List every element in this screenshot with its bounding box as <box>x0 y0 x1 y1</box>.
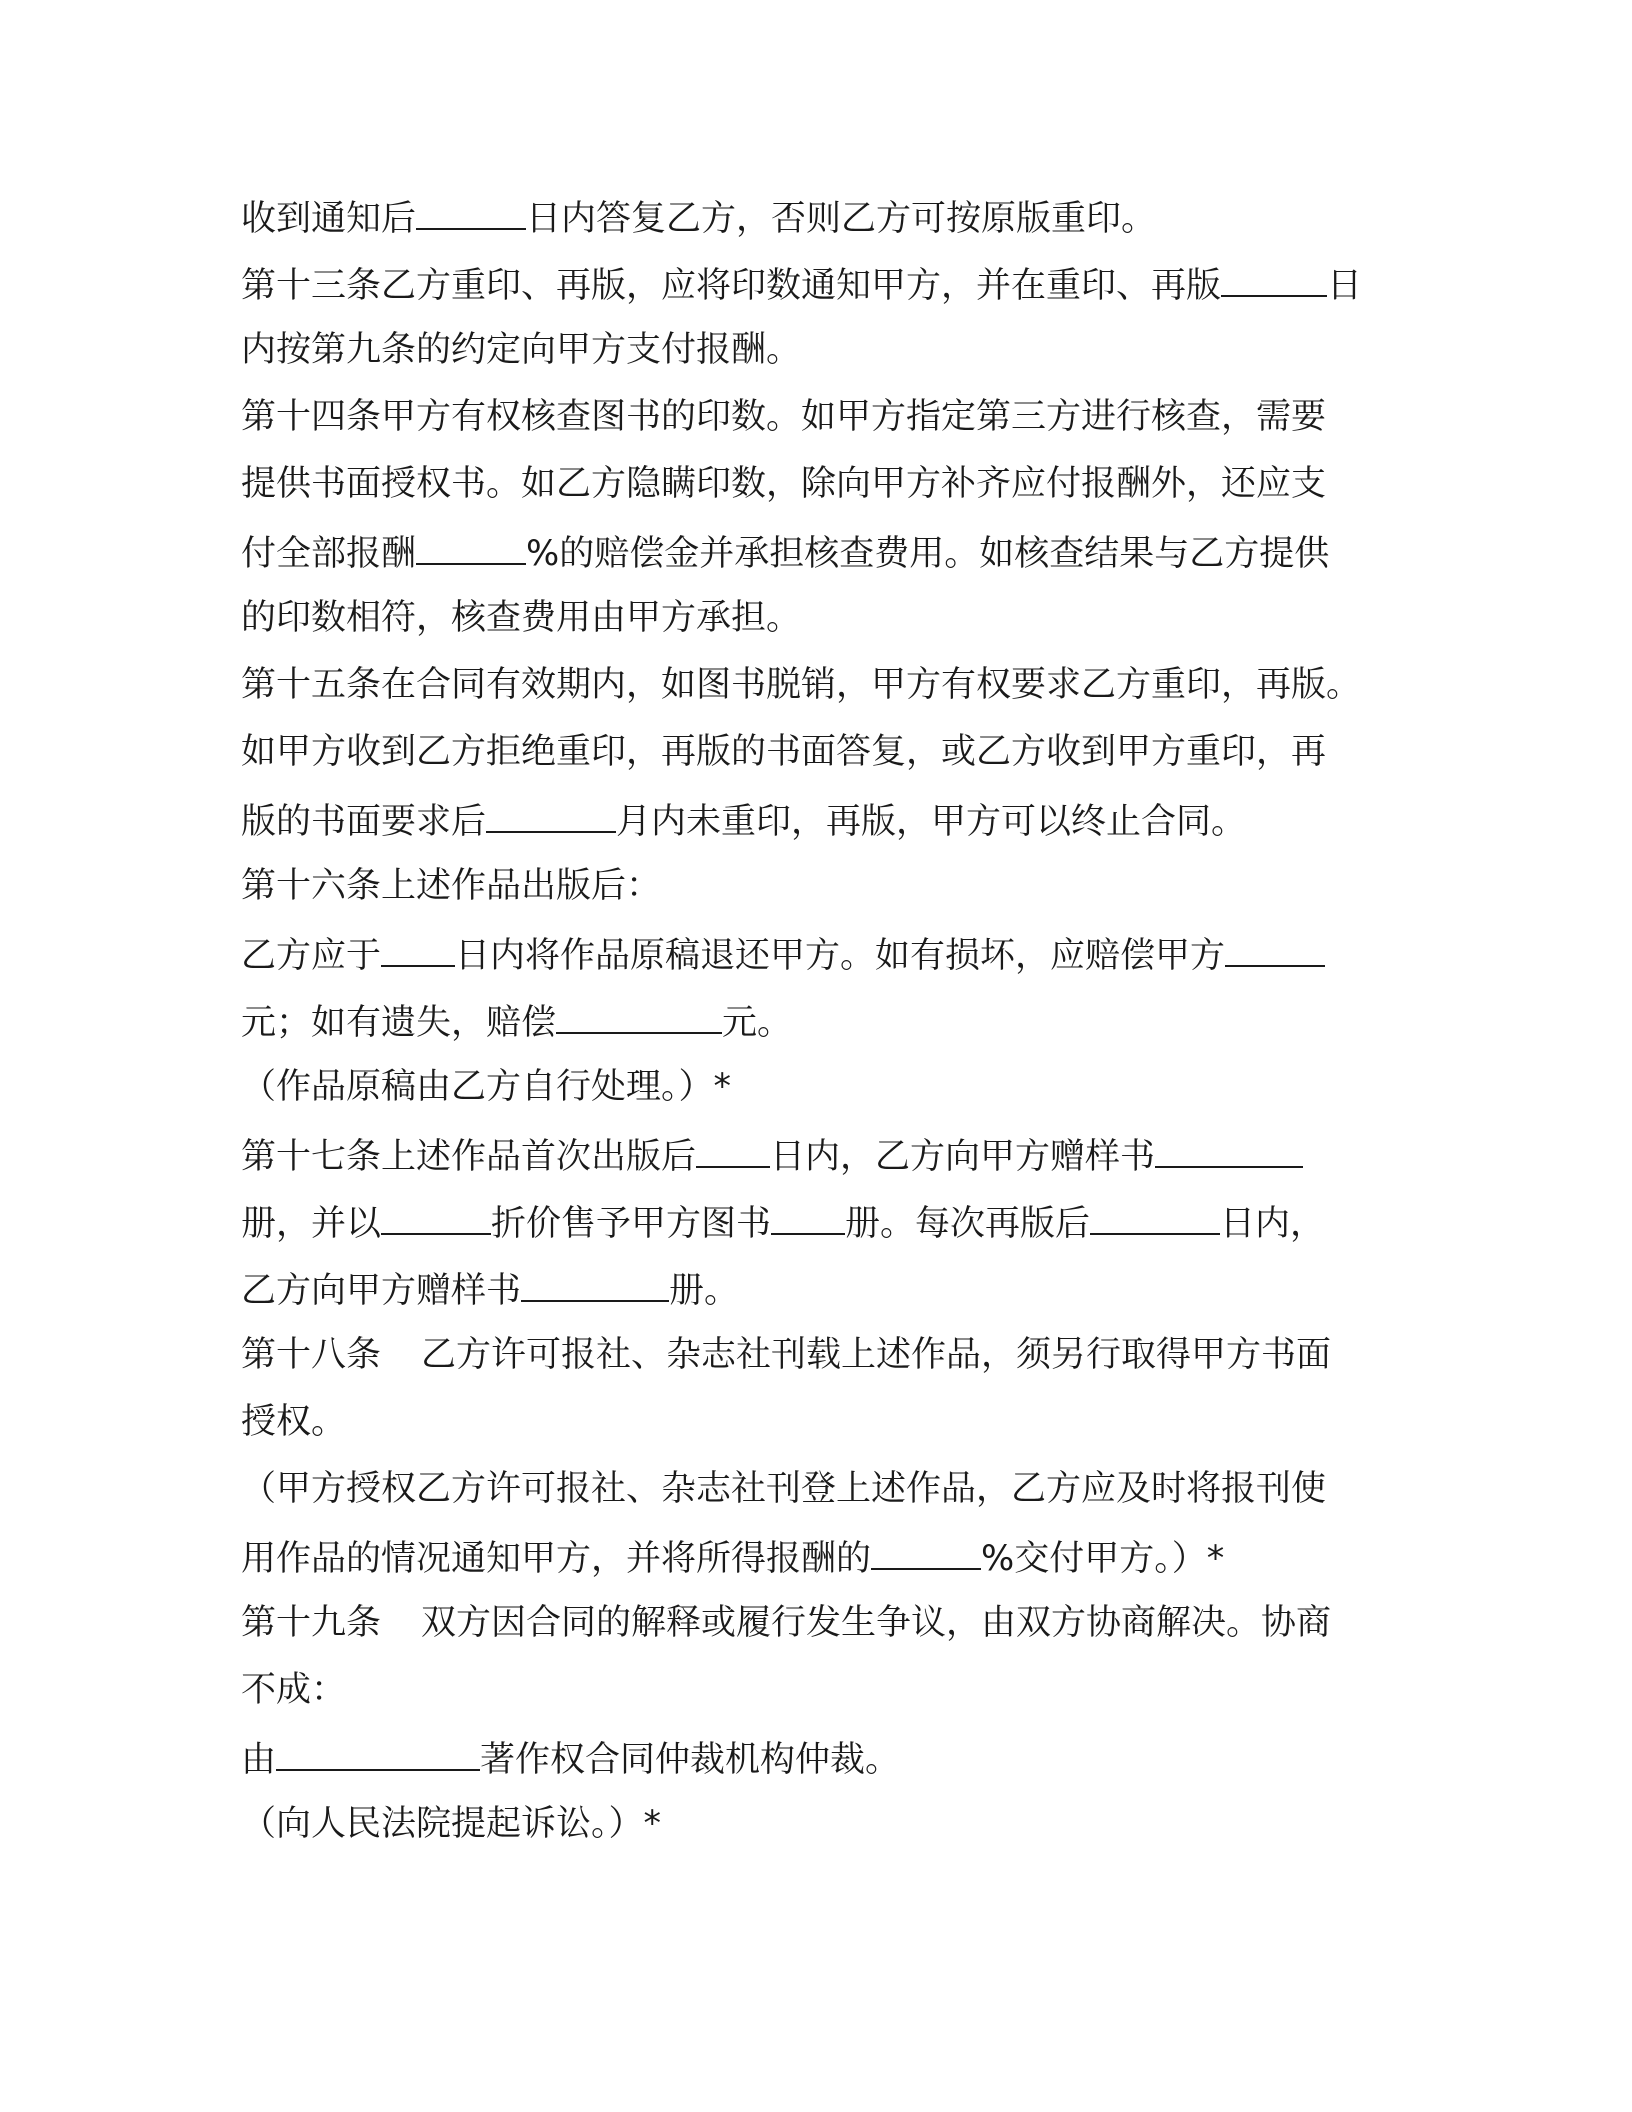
text-segment: 著作权合同仲裁机构仲裁。 <box>480 1740 901 1780</box>
fill-in-blank[interactable] <box>521 1258 669 1302</box>
text-line <box>241 856 1391 916</box>
text-segment: 日内， <box>1220 1204 1326 1244</box>
text-segment: 双方因合同的解释或履行发生争议，由双方协商解决。协商 <box>421 1603 1332 1643</box>
text-segment: 付全部报酬 <box>241 534 417 574</box>
text-line <box>241 454 1391 514</box>
text-segment: 乙方应于 <box>241 936 382 976</box>
text-line <box>241 1258 1391 1318</box>
text-segment: 用作品的情况通知甲方，并将所得报酬的 <box>241 1539 872 1579</box>
fill-in-blank[interactable] <box>771 1191 845 1235</box>
fill-in-blank[interactable] <box>416 521 526 565</box>
text-segment: 第十三条乙方重印、再版，应将印数通知甲方，并在重印、再版 <box>241 266 1222 306</box>
text-line <box>241 253 1391 313</box>
text-line <box>241 923 1391 983</box>
fill-in-blank[interactable] <box>556 990 722 1034</box>
text-segment: 的印数相符，核查费用由甲方承担。 <box>241 598 802 638</box>
text-line <box>241 1794 1391 1854</box>
text-segment: 元。 <box>722 1003 793 1043</box>
text-line <box>241 521 1391 581</box>
text-segment: 月内未重印，再版，甲方可以终止合同。 <box>616 802 1247 842</box>
text-segment: 册。 <box>669 1271 740 1311</box>
text-segment: 第十八条 <box>241 1335 382 1375</box>
fill-in-blank[interactable] <box>486 789 616 833</box>
text-segment: 提供书面授权书。如乙方隐瞒印数，除向甲方补齐应付报酬外，还应支 <box>241 464 1327 504</box>
text-segment: 乙方许可报社、杂志社刊载上述作品，须另行取得甲方书面 <box>421 1335 1332 1375</box>
text-line <box>241 655 1391 715</box>
fill-in-blank[interactable] <box>1221 253 1327 297</box>
text-segment: 版的书面要求后 <box>241 802 487 842</box>
text-line <box>241 1526 1391 1586</box>
text-segment: %交付甲方。）* <box>981 1539 1225 1579</box>
text-line <box>241 1057 1391 1117</box>
text-segment: 元；如有遗失，赔偿 <box>241 1003 557 1043</box>
text-segment: 日内将作品原稿退还甲方。如有损坏，应赔偿甲方 <box>455 936 1226 976</box>
text-segment: 日内，乙方向甲方赠样书 <box>770 1137 1156 1177</box>
text-segment: 乙方向甲方赠样书 <box>241 1271 522 1311</box>
text-segment: （向人民法院提起诉讼。）* <box>241 1804 662 1844</box>
fill-in-blank[interactable] <box>1090 1191 1220 1235</box>
fill-in-blank[interactable] <box>1225 923 1325 967</box>
text-line <box>241 1660 1391 1720</box>
text-segment: 日内答复乙方，否则乙方可按原版重印。 <box>526 199 1157 239</box>
text-segment: 第十七条上述作品首次出版后 <box>241 1137 697 1177</box>
text-line <box>241 1124 1391 1184</box>
text-segment: 册，并以 <box>241 1204 382 1244</box>
fill-in-blank[interactable] <box>381 1191 491 1235</box>
fill-in-blank[interactable] <box>696 1124 770 1168</box>
text-line <box>241 186 1391 246</box>
fill-in-blank[interactable] <box>276 1727 480 1771</box>
text-line <box>241 320 1391 380</box>
text-line <box>241 789 1391 849</box>
text-segment: 第十六条上述作品出版后： <box>241 866 662 906</box>
text-segment: 收到通知后 <box>241 199 417 239</box>
text-line <box>241 722 1391 782</box>
text-line <box>241 1593 1391 1653</box>
text-line <box>241 588 1391 648</box>
text-line <box>241 1392 1391 1452</box>
text-segment: 第十五条在合同有效期内，如图书脱销，甲方有权要求乙方重印，再版。 <box>241 665 1362 705</box>
text-segment: 第十九条 <box>241 1603 382 1643</box>
text-segment: 折价售予甲方图书 <box>491 1204 772 1244</box>
text-segment: 日 <box>1327 266 1363 306</box>
text-segment: 第十四条甲方有权核查图书的印数。如甲方指定第三方进行核查，需要 <box>241 397 1327 437</box>
text-segment: 册。每次再版后 <box>845 1204 1091 1244</box>
text-line <box>241 1325 1391 1385</box>
text-segment: （作品原稿由乙方自行处理。）* <box>241 1067 732 1107</box>
text-line <box>241 1459 1391 1519</box>
fill-in-blank[interactable] <box>416 186 526 230</box>
text-segment: （甲方授权乙方许可报社、杂志社刊登上述作品，乙方应及时将报刊使 <box>241 1469 1327 1509</box>
text-line <box>241 1191 1391 1251</box>
text-segment: 如甲方收到乙方拒绝重印，再版的书面答复，或乙方收到甲方重印，再 <box>241 732 1327 772</box>
text-line <box>241 387 1391 447</box>
text-line <box>241 990 1391 1050</box>
text-segment: 不成： <box>241 1670 347 1710</box>
fill-in-blank[interactable] <box>871 1526 981 1570</box>
fill-in-blank[interactable] <box>1155 1124 1303 1168</box>
fill-in-blank[interactable] <box>381 923 455 967</box>
text-segment: %的赔偿金并承担核查费用。如核查结果与乙方提供 <box>526 534 1330 574</box>
text-segment: 由 <box>241 1740 277 1780</box>
text-line <box>241 1727 1391 1787</box>
text-segment: 内按第九条的约定向甲方支付报酬。 <box>241 330 802 370</box>
text-segment: 授权。 <box>241 1402 347 1442</box>
